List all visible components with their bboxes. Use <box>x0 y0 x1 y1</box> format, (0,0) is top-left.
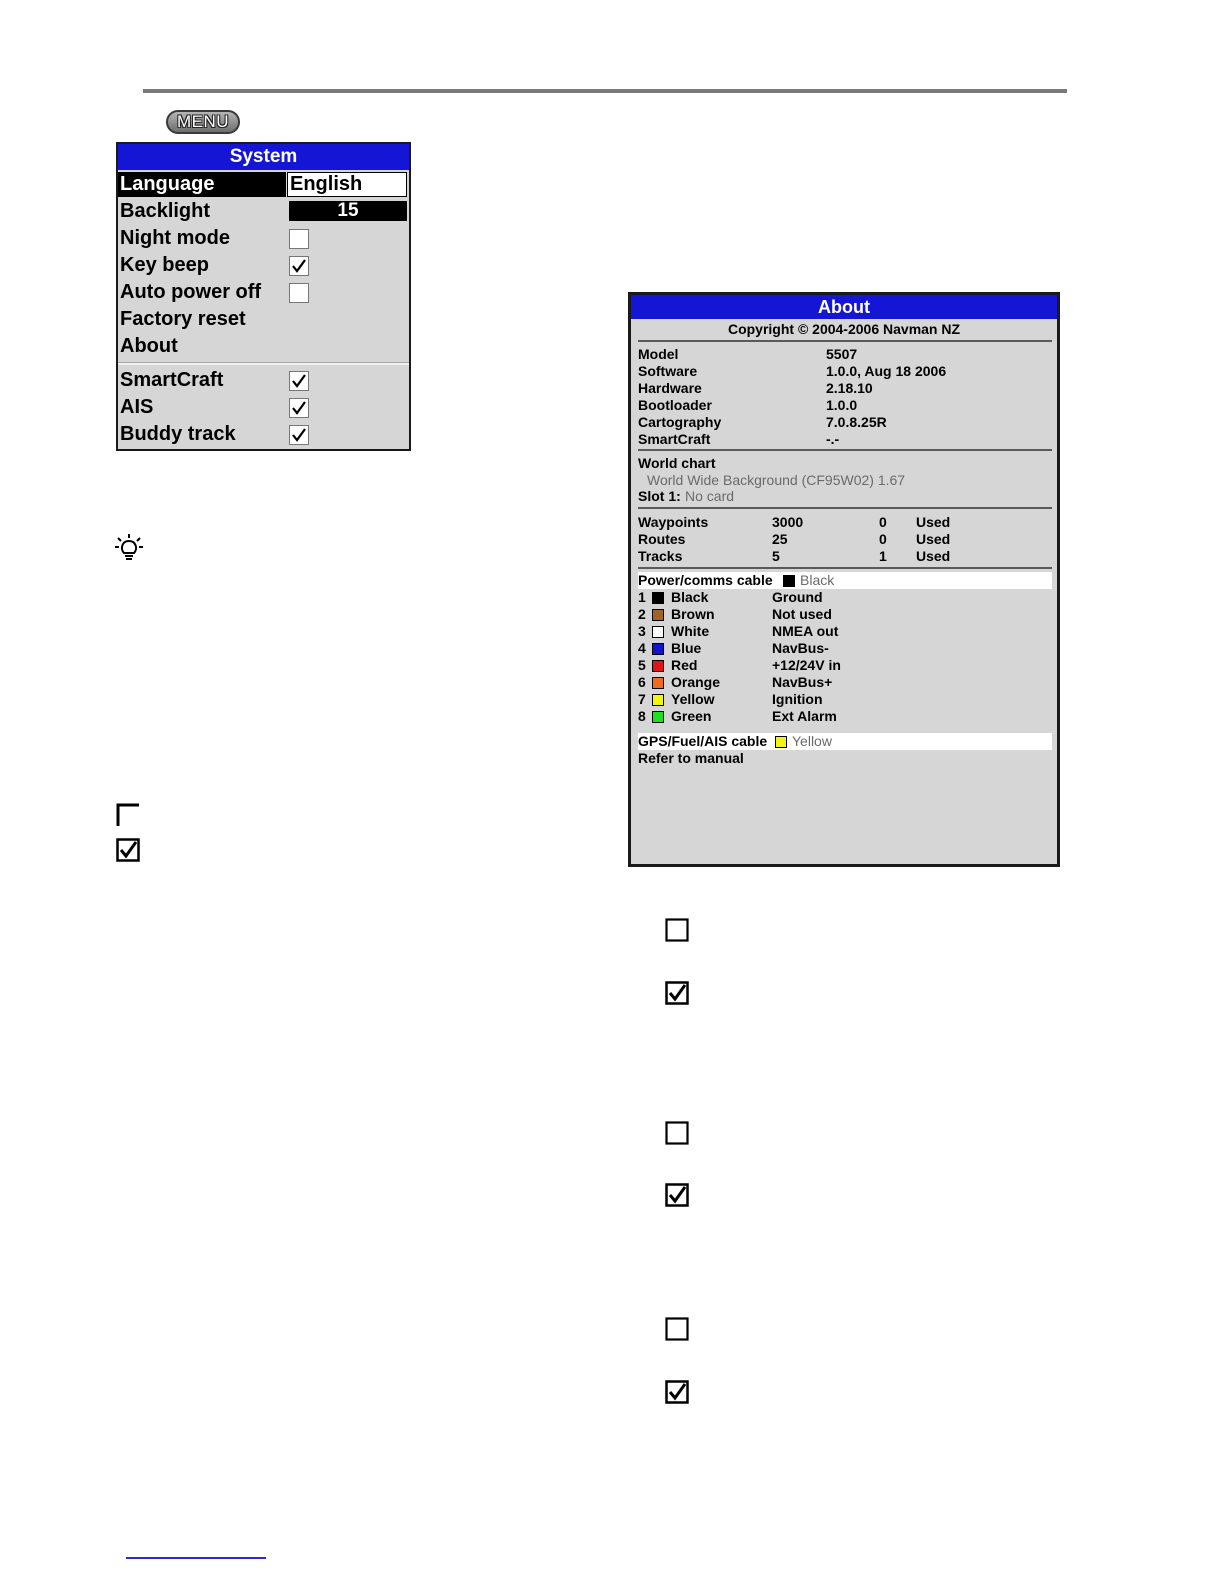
wire-function: +12/24V in <box>772 657 841 673</box>
copyright-text: Copyright © 2004-2006 Navman NZ <box>727 321 961 337</box>
capacity-suffix-tracks: Used <box>916 548 951 564</box>
wire-number: 1 <box>638 589 646 605</box>
info-label-cartography: Cartography <box>638 414 722 430</box>
gps-cable-swatch <box>775 736 787 748</box>
wire-number: 7 <box>638 691 646 707</box>
wire-color-swatch <box>652 643 664 655</box>
checkbox-unchecked-icon <box>665 918 689 942</box>
about-window <box>628 292 1060 867</box>
buddy-track-checkbox[interactable] <box>289 425 309 445</box>
info-label-model: Model <box>638 346 679 362</box>
capacity-suffix-routes: Used <box>916 531 951 547</box>
wire-function: Ext Alarm <box>772 708 837 724</box>
wire-color-swatch <box>652 677 664 689</box>
wire-color-name: Blue <box>671 640 702 656</box>
info-label-software: Software <box>638 363 698 379</box>
system-row-factory-reset[interactable] <box>118 306 409 333</box>
system-row-night-mode[interactable] <box>118 225 409 252</box>
info-label-bootloader: Bootloader <box>638 397 712 413</box>
wire-function: Not used <box>772 606 832 622</box>
factory-reset-label: Factory reset <box>120 308 246 330</box>
wire-color-swatch <box>652 592 664 604</box>
section-rule <box>638 449 1052 451</box>
slot-label: Slot 1: <box>638 488 681 504</box>
checkmark-icon <box>291 427 307 443</box>
about-label: About <box>120 335 178 357</box>
checkbox-checked-icon <box>116 838 140 862</box>
lightbulb-icon <box>114 533 144 561</box>
gps-cable-color-name: Yellow <box>792 733 832 749</box>
wire-color-name: Brown <box>671 606 715 622</box>
buddy-track-label: Buddy track <box>120 423 236 445</box>
power-cable-swatch <box>783 575 795 587</box>
backlight-label: Backlight <box>120 200 211 222</box>
key-beep-checkbox[interactable] <box>289 256 309 276</box>
info-value-bootloader: 1.0.0 <box>826 397 858 413</box>
checkbox-checked-icon <box>665 1183 689 1207</box>
auto-power-off-label: Auto power off <box>120 281 262 303</box>
capacity-used-waypoints: 0 <box>879 514 887 530</box>
info-label-smartcraft: SmartCraft <box>638 431 711 447</box>
capacity-used-tracks: 1 <box>879 548 887 564</box>
system-row-smartcraft[interactable] <box>118 367 409 394</box>
language-value-field[interactable]: English <box>287 172 407 197</box>
wire-color-name: Black <box>671 589 709 605</box>
checkmark-icon <box>291 258 307 274</box>
capacity-max-routes: 25 <box>772 531 788 547</box>
top-rule <box>143 89 1067 93</box>
wire-number: 5 <box>638 657 646 673</box>
info-value-hardware: 2.18.10 <box>826 380 873 396</box>
capacity-label-routes: Routes <box>638 531 686 547</box>
capacity-suffix-waypoints: Used <box>916 514 951 530</box>
checkmark-icon <box>291 373 307 389</box>
info-label-hardware: Hardware <box>638 380 702 396</box>
checkbox-checked-icon <box>665 1380 689 1404</box>
auto-power-off-checkbox[interactable] <box>289 283 309 303</box>
checkbox-unchecked-icon <box>665 1317 689 1341</box>
wire-number: 2 <box>638 606 646 622</box>
checkbox-unchecked-icon <box>665 1121 689 1145</box>
ais-checkbox[interactable] <box>289 398 309 418</box>
ais-label: AIS <box>120 396 154 418</box>
power-cable-color-name: Black <box>800 572 835 588</box>
world-chart-label: World chart <box>638 455 716 471</box>
key-beep-label: Key beep <box>120 254 209 276</box>
wire-function: NavBus+ <box>772 674 833 690</box>
system-row-ais[interactable] <box>118 394 409 421</box>
wire-number: 3 <box>638 623 646 639</box>
info-value-software: 1.0.0, Aug 18 2006 <box>826 363 947 379</box>
world-chart-value: World Wide Background (CF95W02) 1.67 <box>647 472 906 488</box>
capacity-label-tracks: Tracks <box>638 548 683 564</box>
section-rule <box>638 340 1052 342</box>
wire-color-name: Red <box>671 657 698 673</box>
wire-color-name: Green <box>671 708 712 724</box>
wire-color-name: Orange <box>671 674 721 690</box>
system-title: System <box>118 144 409 170</box>
section-rule <box>638 567 1052 569</box>
wire-color-name: White <box>671 623 710 639</box>
wire-function: NavBus- <box>772 640 829 656</box>
system-row-key-beep[interactable] <box>118 252 409 279</box>
checkmark-icon <box>291 400 307 416</box>
night-mode-checkbox[interactable] <box>289 229 309 249</box>
smartcraft-label: SmartCraft <box>120 369 224 391</box>
wire-color-swatch <box>652 609 664 621</box>
capacity-max-tracks: 5 <box>772 548 780 564</box>
capacity-used-routes: 0 <box>879 531 887 547</box>
wire-function: Ignition <box>772 691 823 707</box>
capacity-label-waypoints: Waypoints <box>638 514 709 530</box>
gps-cable-label: GPS/Fuel/AIS cable <box>638 733 768 749</box>
system-row-backlight[interactable] <box>118 198 409 225</box>
power-cable-label: Power/comms cable <box>638 572 773 588</box>
wire-color-swatch <box>652 660 664 672</box>
system-menu-window <box>116 142 411 451</box>
bottom-link-underline[interactable] <box>126 1557 266 1559</box>
night-mode-label: Night mode <box>120 227 230 249</box>
wire-function: NMEA out <box>772 623 839 639</box>
info-value-smartcraft: -.- <box>826 431 840 447</box>
wire-number: 8 <box>638 708 646 724</box>
section-rule <box>638 507 1052 509</box>
checkbox-checked-icon <box>665 981 689 1005</box>
refer-to-manual: Refer to manual <box>638 750 744 766</box>
system-row-buddy-track[interactable] <box>118 421 409 448</box>
smartcraft-checkbox[interactable] <box>289 371 309 391</box>
wire-number: 6 <box>638 674 646 690</box>
wire-color-swatch <box>652 626 664 638</box>
wire-number: 4 <box>638 640 646 656</box>
info-value-cartography: 7.0.8.25R <box>826 414 887 430</box>
wire-color-swatch <box>652 694 664 706</box>
about-title: About <box>631 295 1057 319</box>
system-row-auto-power-off[interactable] <box>118 279 409 306</box>
slot-value: No card <box>685 488 735 504</box>
menu-key-icon: MENU <box>166 110 240 134</box>
wire-function: Ground <box>772 589 823 605</box>
capacity-max-waypoints: 3000 <box>772 514 804 530</box>
info-value-model: 5507 <box>826 346 858 362</box>
system-row-language[interactable] <box>118 171 409 198</box>
menu-divider <box>118 362 409 365</box>
backlight-slider[interactable]: 15 <box>289 201 407 221</box>
system-row-about[interactable] <box>118 333 409 360</box>
wire-color-name: Yellow <box>671 691 715 707</box>
checkbox-unchecked-icon <box>116 803 140 827</box>
language-label: Language <box>120 173 215 195</box>
wire-color-swatch <box>652 711 664 723</box>
